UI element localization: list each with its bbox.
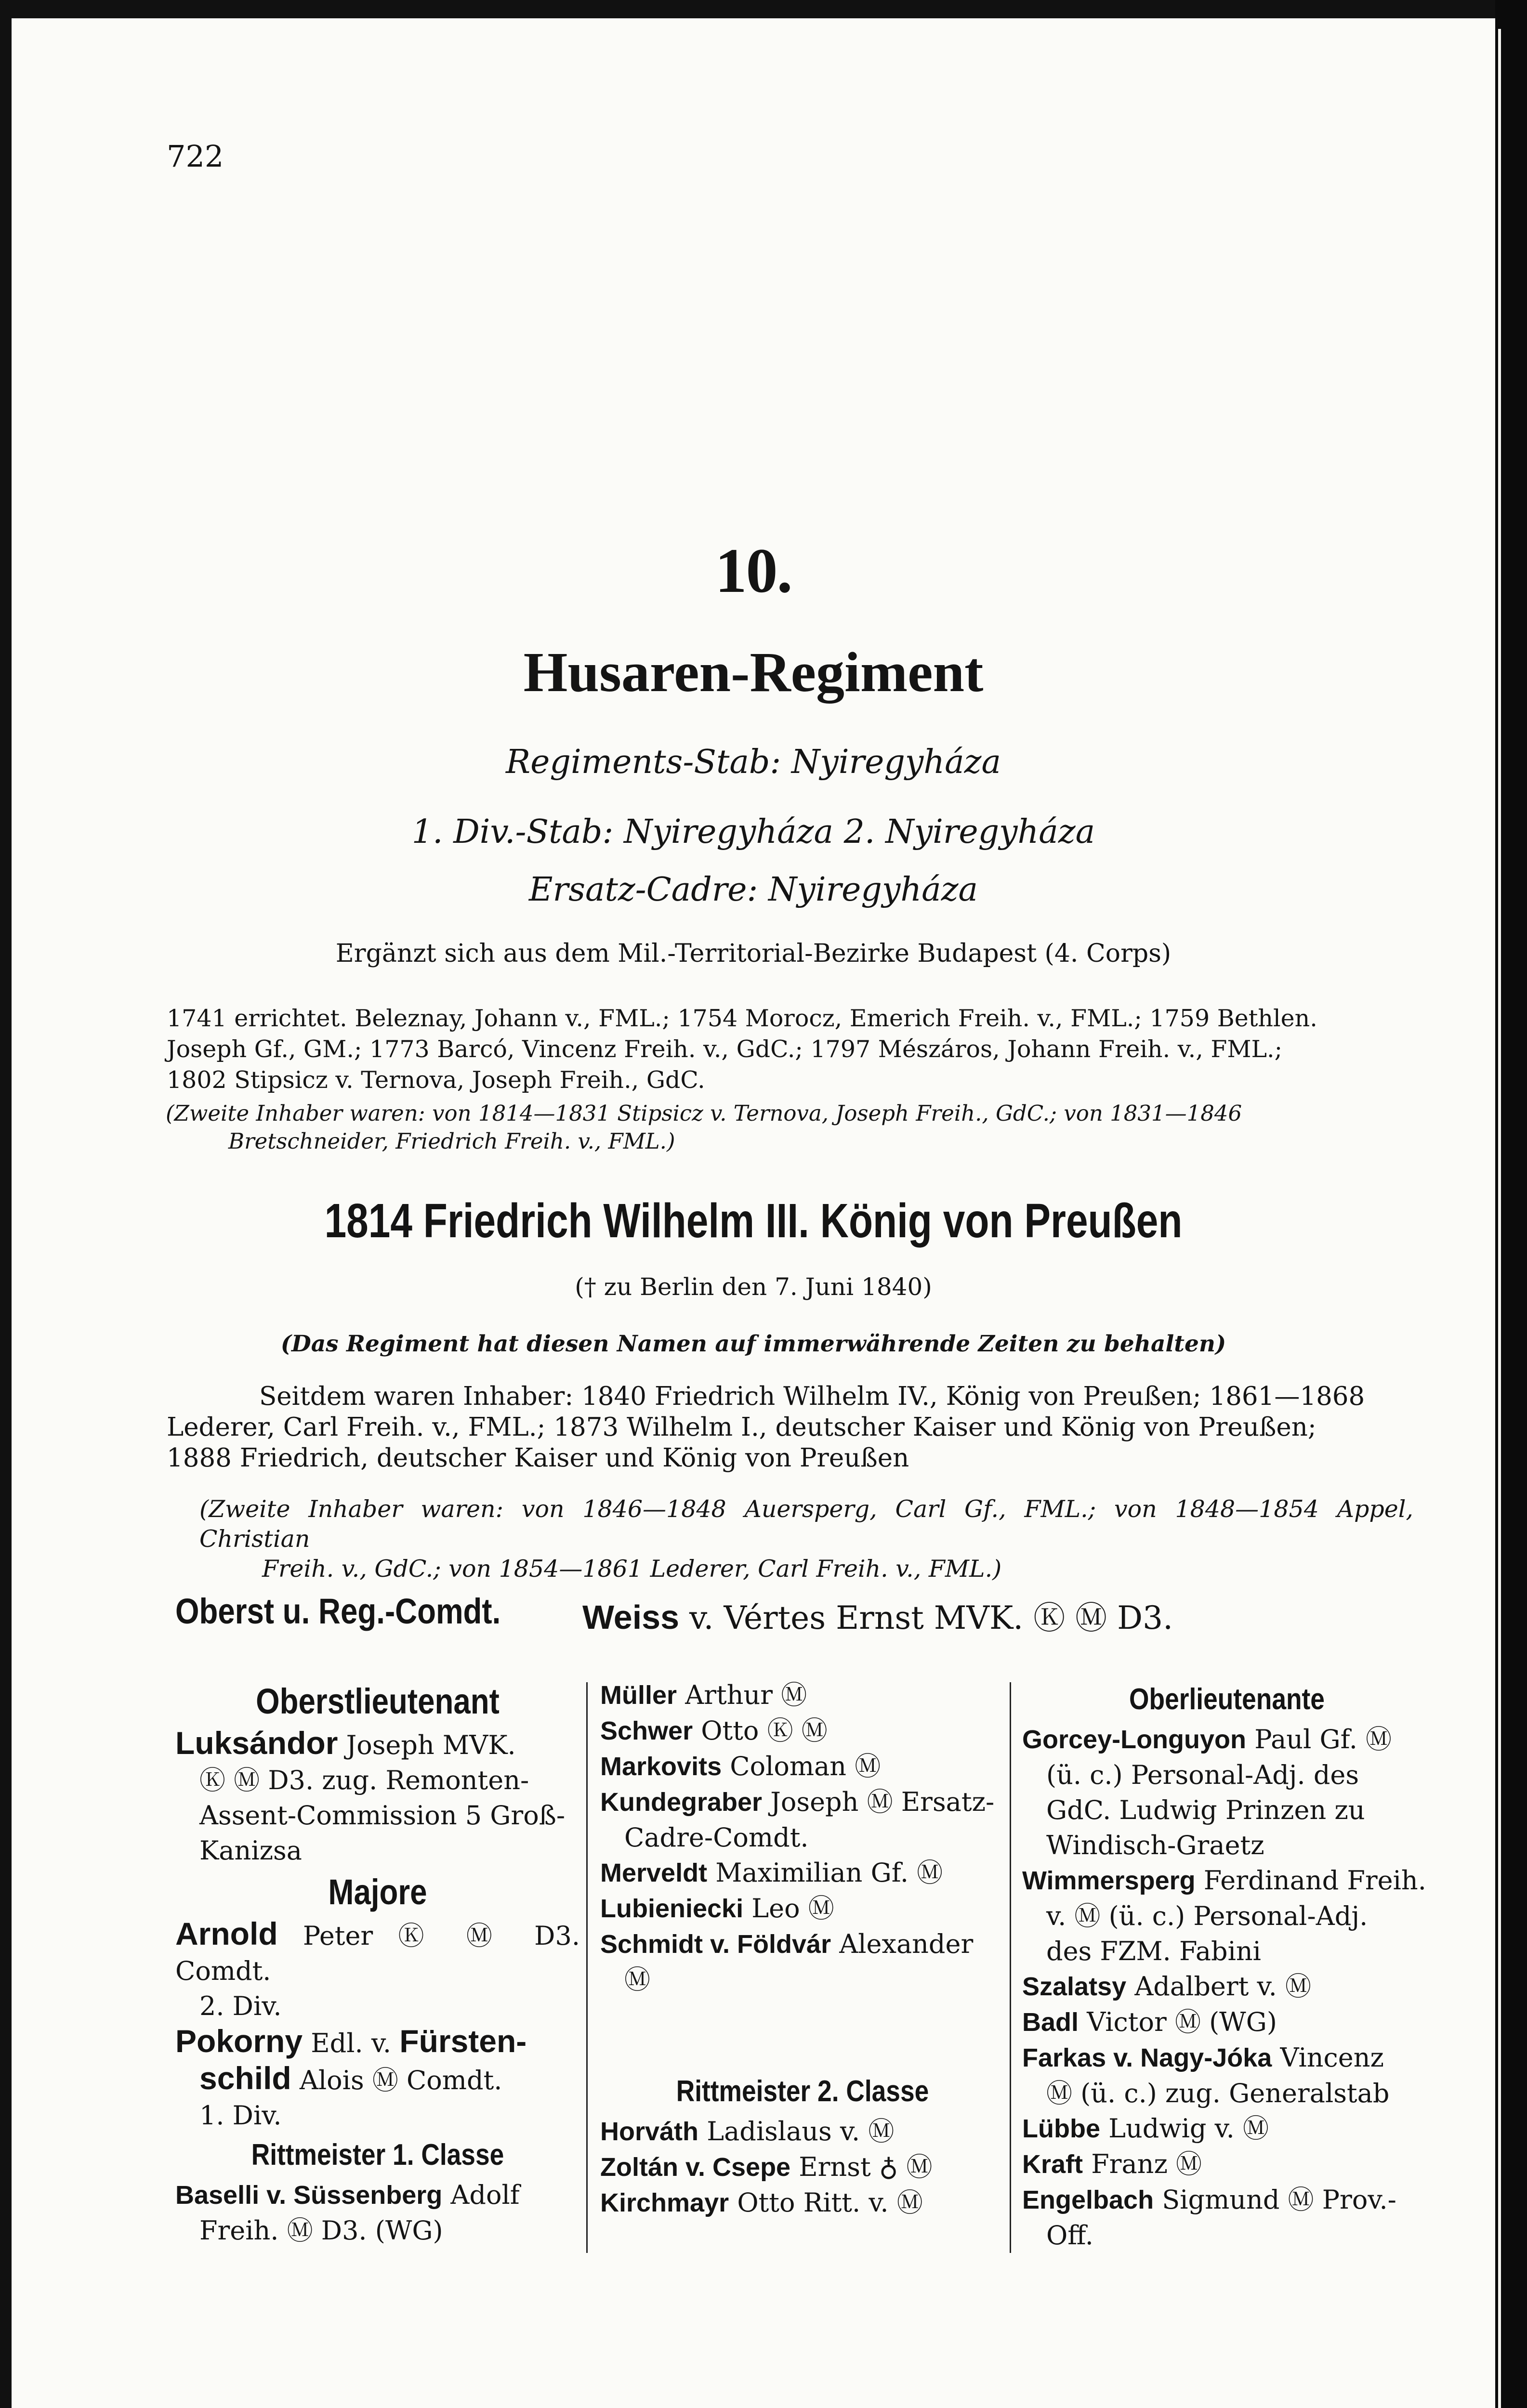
history-line: 1802 Stipsicz v. Ternova, Joseph Freih., GdC. [167, 1066, 705, 1094]
officer-name: Wimmersperg [1022, 1866, 1196, 1895]
officer-entry [1022, 1969, 1432, 2004]
subsequent-owners [167, 1381, 1409, 1474]
column-right [1022, 1677, 1432, 2253]
officer-name: Horváth [600, 2117, 699, 2146]
officer-details: Leo Ⓜ [751, 1893, 834, 1924]
rank-heading-oberstlieutenant: Oberstlieutenant [256, 1681, 500, 1721]
officer-details: Assent-Commission 5 Groß- [199, 1800, 566, 1831]
officer-name: Baselli v. Süssenberg [175, 2181, 443, 2210]
officer-details: Ladislaus v. Ⓜ [707, 2116, 895, 2146]
officer-name: schild [199, 2060, 291, 2096]
officer-name: Luksándor [175, 1725, 338, 1761]
rank-heading-oberlieutenante: Oberlieutenante [1129, 1683, 1325, 1716]
regiment-title: Husaren-Regiment [523, 641, 984, 704]
officer-details: Ⓜ [624, 1964, 650, 1995]
officer-entry [175, 1726, 580, 1868]
officer-details: Ludwig v. Ⓜ [1108, 2113, 1269, 2144]
officer-name: Schmidt v. Földvár [600, 1930, 831, 1959]
officer-details: Franz Ⓜ [1091, 2149, 1202, 2179]
officer-name: Gorcey-Longuyon [1022, 1725, 1247, 1754]
history-paragraph [167, 1003, 1409, 1096]
officer-details: Sigmund Ⓜ Prov.- [1162, 2185, 1396, 2215]
officer-details: Otto Ritt. v. Ⓜ [737, 2187, 923, 2218]
regiment-number: 10. [715, 535, 792, 606]
second-owners-note [166, 1099, 1409, 1155]
officer-details: Maximilian Gf. Ⓜ [715, 1858, 943, 1888]
second-owners-note-2 [199, 1494, 1413, 1584]
owner-name: 1814 Friedrich Wilhelm III. König von Preußen [324, 1194, 1183, 1248]
officer-details: Victor Ⓜ (WG) [1087, 2007, 1277, 2037]
note-line: (Zweite Inhaber waren: von 1814—1831 Stipsicz v. Ternova, Joseph Freih., GdC.; von 1831—1846 [166, 1100, 1242, 1126]
note-line: Freih. v., GdC.; von 1854—1861 Lederer, Carl Freih. v., FML.) [262, 1555, 1002, 1583]
officer-details: Adalbert v. Ⓜ [1134, 1971, 1311, 2002]
officer-name: Zoltán v. Csepe [600, 2153, 791, 2182]
officer-details: Coloman Ⓜ [730, 1751, 881, 1781]
officer-name: Markovits [600, 1752, 722, 1781]
officer-details: Paul Gf. Ⓜ [1254, 1724, 1392, 1754]
officer-entry [600, 2149, 1005, 2185]
book-page [12, 18, 1495, 2408]
officer-entry [1022, 2004, 1432, 2040]
officer-entry [1022, 2146, 1432, 2182]
officer-name: Merveldt [600, 1858, 708, 1887]
officer-entry [600, 1784, 1005, 1855]
commander-name: Weiss [582, 1598, 680, 1636]
officer-details: Arthur Ⓜ [685, 1680, 807, 1710]
officer-entry [175, 2024, 580, 2133]
officer-details: Otto Ⓚ Ⓜ [701, 1715, 828, 1746]
column-left [175, 1677, 580, 2248]
officer-name: Kraft [1022, 2150, 1083, 2179]
officer-name: Badl [1022, 2008, 1079, 2037]
officer-details: 1. Div. [199, 2100, 282, 2131]
officer-entry [1022, 2111, 1432, 2146]
officer-details: (ü. c.) Personal-Adj. des [1046, 1760, 1359, 1790]
officer-entry [600, 1855, 1005, 1891]
officer-entry [600, 1713, 1005, 1749]
officer-details: GdC. Ludwig Prinzen zu [1046, 1795, 1365, 1825]
officer-details: Adolf [450, 2180, 520, 2210]
ersatz-cadre: Ersatz-Cadre: Nyiregyháza [528, 871, 978, 909]
officer-details: Cadre-Comdt. [624, 1822, 809, 1853]
officer-entry [1022, 2182, 1432, 2253]
officer-details: Alois Ⓜ Comdt. [299, 2065, 502, 2095]
officer-name: Kundegraber [600, 1788, 763, 1817]
officer-name: Engelbach [1022, 2186, 1154, 2214]
officer-entry [600, 1677, 1005, 1713]
officer-details: Freih. Ⓜ D3. (WG) [199, 2215, 443, 2246]
officer-entry [1022, 1863, 1432, 1969]
recruitment-district: Ergänzt sich aus dem Mil.-Territorial-Bezirke Budapest (4. Corps) [335, 939, 1172, 968]
rank-heading-rittmeister-1: Rittmeister 1. Classe [251, 2138, 504, 2172]
officer-name: Schwer [600, 1716, 693, 1745]
regiments-stab: Regiments-Stab: Nyiregyháza [505, 743, 1001, 781]
officer-details: Alexander [839, 1929, 974, 1959]
officer-entry [600, 1749, 1005, 1784]
note-line: (Zweite Inhaber waren: von 1846—1848 Auersperg, Carl Gf., FML.; von 1848—1854 Appel, Christian [199, 1495, 1413, 1553]
officer-details: 2. Div. [199, 1991, 282, 2021]
officer-details: Off. [1046, 2220, 1093, 2251]
column-middle [600, 1677, 1005, 2221]
officer-name: Kirchmayr [600, 2188, 729, 2217]
note-line: Bretschneider, Friedrich Freih. v., FML.) [228, 1128, 675, 1154]
officer-details: Kanizsa [199, 1835, 302, 1866]
officer-details: des FZM. Fabini [1046, 1936, 1261, 1966]
division-stab: 1. Div.-Stab: Nyiregyháza 2. Nyiregyháza [411, 813, 1095, 851]
officer-name: Lubieniecki [600, 1894, 744, 1923]
officer-details: Ferdinand Freih. [1203, 1865, 1426, 1896]
officer-details: Ⓚ Ⓜ D3. zug. Remonten- [199, 1765, 529, 1795]
owners-line: 1888 Friedrich, deutscher Kaiser und König von Preußen [167, 1443, 909, 1473]
officer-details: Windisch-Graetz [1046, 1830, 1264, 1860]
officer-entry [600, 1926, 1005, 1997]
rank-heading-majore: Majore [328, 1872, 427, 1912]
page-number: 722 [167, 139, 224, 174]
officer-details: Joseph Ⓜ Ersatz- [770, 1787, 995, 1817]
officer-entry [1022, 2040, 1432, 2111]
officer-entry [600, 2114, 1005, 2149]
owners-line: Lederer, Carl Freih. v., FML.; 1873 Wilhelm I., deutscher Kaiser und König von Preußen; [167, 1413, 1316, 1442]
officer-details: Joseph MVK. [346, 1730, 516, 1760]
officer-details: Ⓜ (ü. c.) zug. Generalstab [1046, 2078, 1390, 2108]
history-line: 1741 errichtet. Beleznay, Johann v., FML.; 1754 Morocz, Emerich Freih. v., FML.; 1759 Bethlen. [167, 1005, 1317, 1032]
officer-name: Müller [600, 1681, 677, 1710]
officer-name: Szalatsy [1022, 1972, 1127, 2001]
officer-details: Peter Ⓚ Ⓜ D3. Comdt. [175, 1921, 580, 1986]
commander-rank: Oberst u. Reg.-Comdt. [175, 1591, 501, 1631]
rank-heading-rittmeister-2: Rittmeister 2. Classe [676, 2075, 929, 2108]
officer-name: Fürsten- [399, 2023, 527, 2059]
officer-name: Farkas v. Nagy-Jóka [1022, 2043, 1272, 2072]
officer-entry [600, 2185, 1005, 2221]
officer-entry [175, 1916, 580, 2024]
regiment-name-note: (Das Regiment hat diesen Namen auf immerwährende Zeiten zu behalten) [280, 1331, 1226, 1357]
officer-name: Lübbe [1022, 2114, 1100, 2143]
officer-details: Edl. v. [311, 2028, 392, 2058]
owners-line: Seitdem waren Inhaber: 1840 Friedrich Wilhelm IV., König von Preußen; 1861—1868 [259, 1382, 1365, 1411]
owner-death: († zu Berlin den 7. Juni 1840) [575, 1273, 932, 1301]
officer-details: Vincenz [1280, 2042, 1384, 2073]
officer-name: Pokorny [175, 2023, 303, 2059]
scan-edge-line [1498, 29, 1501, 2408]
history-line: Joseph Gf., GM.; 1773 Barcó, Vincenz Freih. v., GdC.; 1797 Mészáros, Johann Freih. v., FML.; [167, 1035, 1283, 1063]
officer-name: Arnold [175, 1916, 278, 1951]
officer-entry [1022, 1722, 1432, 1863]
officer-entry [600, 1891, 1005, 1926]
officer-details: Ernst ♁ Ⓜ [799, 2152, 933, 2182]
column-divider [586, 1682, 588, 2253]
commander-details: v. Vértes Ernst MVK. Ⓚ Ⓜ D3. [689, 1599, 1173, 1636]
commander-entry [582, 1592, 1173, 1638]
officer-entry [175, 2177, 580, 2248]
officer-details: v. Ⓜ (ü. c.) Personal-Adj. [1046, 1901, 1368, 1931]
column-divider [1010, 1682, 1011, 2253]
